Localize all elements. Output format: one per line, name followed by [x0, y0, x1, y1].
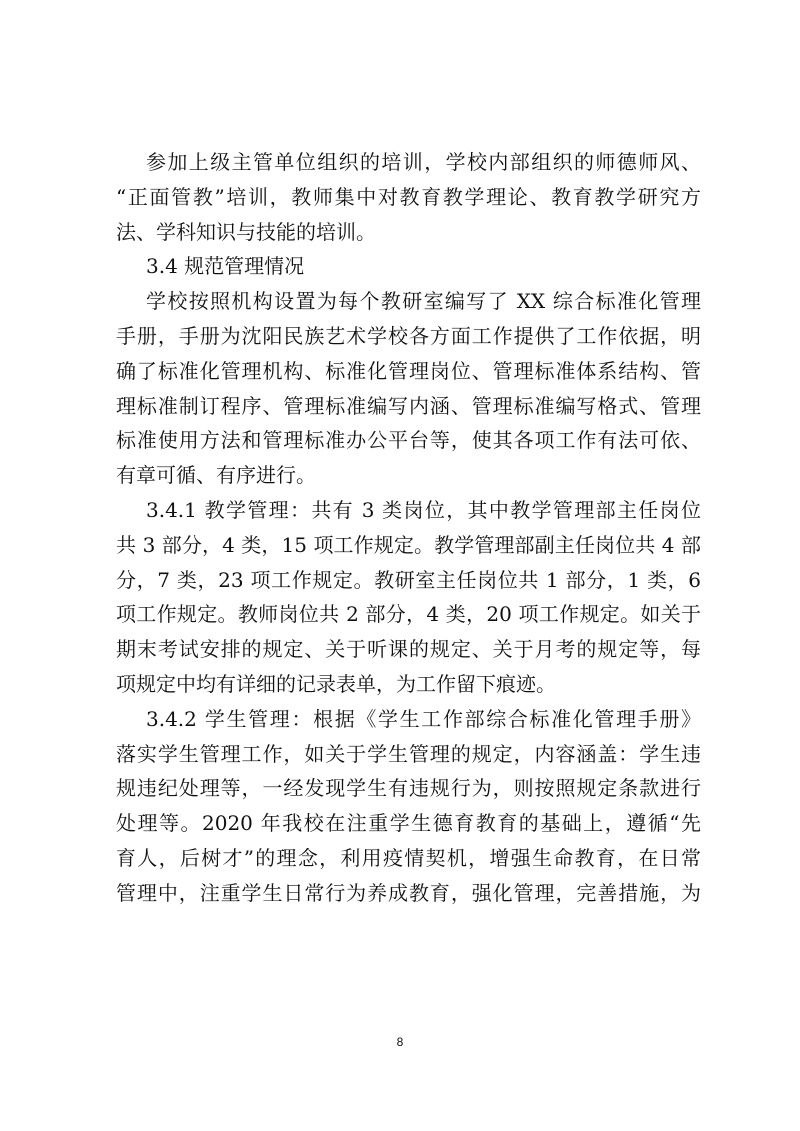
paragraph-line: 有章可循、有序进行。	[116, 463, 316, 488]
paragraph-line: 手册，手册为沈阳民族艺术学校各方面工作提供了工作依据，明	[116, 323, 701, 348]
paragraph-line: 项工作规定。教师岗位共 2 部分，4 类，20 项工作规定。如关于	[116, 602, 701, 627]
section-heading: 3.4 规范管理情况	[146, 254, 305, 279]
paragraph-line: 学校按照机构设置为每个教研室编写了 XX 综合标准化管理	[146, 289, 701, 314]
body-text	[116, 145, 701, 911]
paragraph-line: 确了标准化管理机构、标准化管理岗位、管理标准体系结构、管	[116, 358, 701, 383]
paragraph-line: 理标准制订程序、管理标准编写内涵、管理标准编写格式、管理	[116, 393, 701, 418]
paragraph-line: 标准使用方法和管理标准办公平台等，使其各项工作有法可依、	[116, 428, 701, 453]
paragraph-line: 分，7 类，23 项工作规定。教研室主任岗位共 1 部分，1 类，6	[116, 567, 701, 592]
paragraph-line: 参加上级主管单位组织的培训，学校内部组织的师德师风、	[146, 150, 701, 174]
paragraph-line: 规违纪处理等，一经发现学生有违规行为，则按照规定条款进行	[116, 776, 701, 801]
paragraph-line: “正面管教”培训，教师集中对教育教学理论、教育教学研究方	[116, 184, 701, 209]
paragraph-line: 落实学生管理工作，如关于学生管理的规定，内容涵盖：学生违	[116, 741, 701, 766]
paragraph-line: 共 3 部分，4 类，15 项工作规定。教学管理部副主任岗位共 4 部	[116, 532, 701, 557]
paragraph-line: 管理中，注重学生日常行为养成教育，强化管理，完善措施，为	[116, 880, 701, 905]
paragraph-line: 3.4.2 学生管理：根据《学生工作部综合标准化管理手册》	[146, 706, 701, 731]
paragraph-line: 法、学科知识与技能的培训。	[116, 219, 376, 244]
paragraph-line: 期末考试安排的规定、关于听课的规定、关于月考的规定等，每	[116, 637, 701, 662]
paragraph-line: 3.4.1 教学管理：共有 3 类岗位，其中教学管理部主任岗位	[146, 497, 701, 522]
paragraph-line: 育人，后树才”的理念，利用疫情契机，增强生命教育，在日常	[116, 845, 701, 870]
paragraph-line: 处理等。2020 年我校在注重学生德育教育的基础上，遵循“先	[116, 811, 701, 836]
page-number: 8	[396, 1035, 404, 1049]
paragraph-line: 项规定中均有详细的记录表单，为工作留下痕迹。	[116, 671, 556, 696]
